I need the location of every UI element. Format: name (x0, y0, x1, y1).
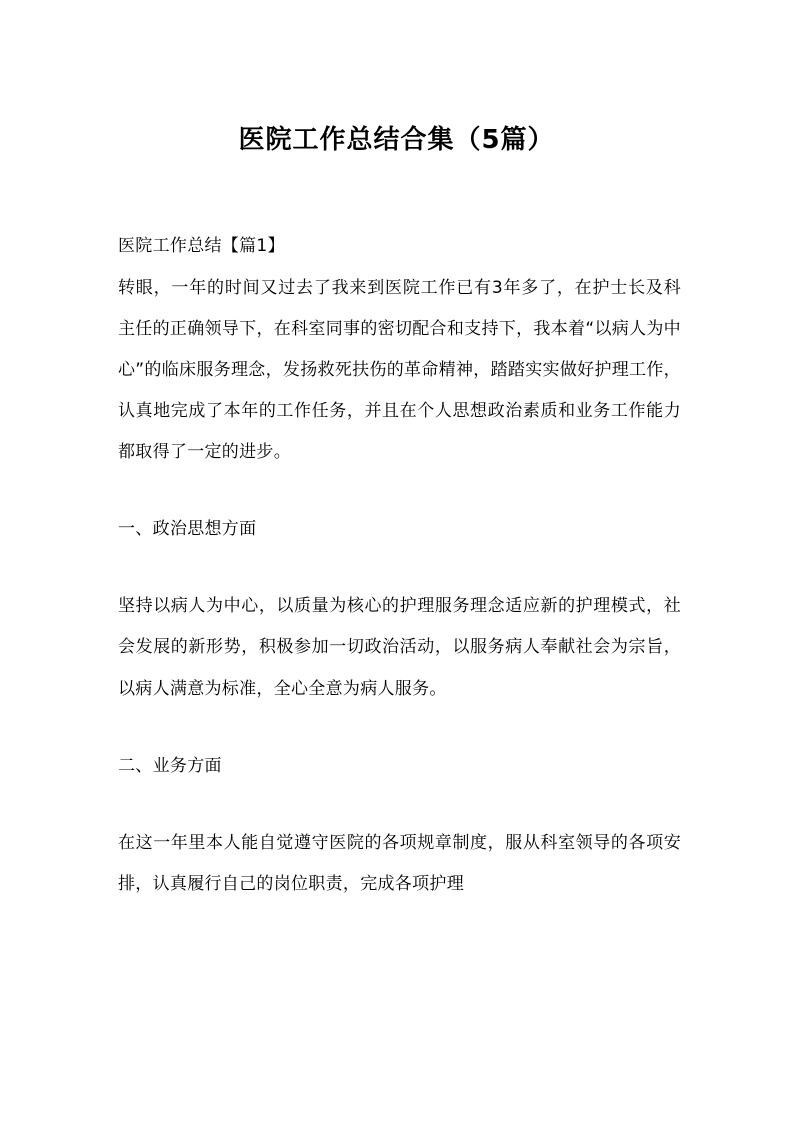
document-body (0, 226, 793, 905)
paragraph-section-label: 医院工作总结【篇1】 (118, 236, 285, 257)
paragraph-body-1: 坚持以病人为中心，以质量为核心的护理服务理念适应新的护理模式，社会发展的新形势，积极参加一切政治活动，以服务病人奉献社会为宗旨，以病人满意为标准，全心全意为病人服务。 (118, 596, 681, 699)
page-title: 医院工作总结合集（5篇） (238, 125, 555, 155)
paragraph-body-2: 在这一年里本人能自觉遵守医院的各项规章制度，服从科室领导的各项安排，认真履行自己的岗位职责，完成各项护理 (118, 832, 681, 894)
paragraph-intro: 转眼，一年的时间又过去了我来到医院工作已有3年多了，在护士长及科主任的正确领导下，在科室同事的密切配合和支持下，我本着“以病人为中心”的临床服务理念，发扬救死扶伤的革命精神，踏踏实实做好护理工作，认真地完成了本年的工作任务，并且在个人思想政治素质和业务工作能力都取得了一定的进步。 (118, 277, 681, 463)
paragraph-heading-2: 二、业务方面 (118, 755, 222, 776)
paragraph-heading-1: 一、政治思想方面 (118, 519, 257, 540)
